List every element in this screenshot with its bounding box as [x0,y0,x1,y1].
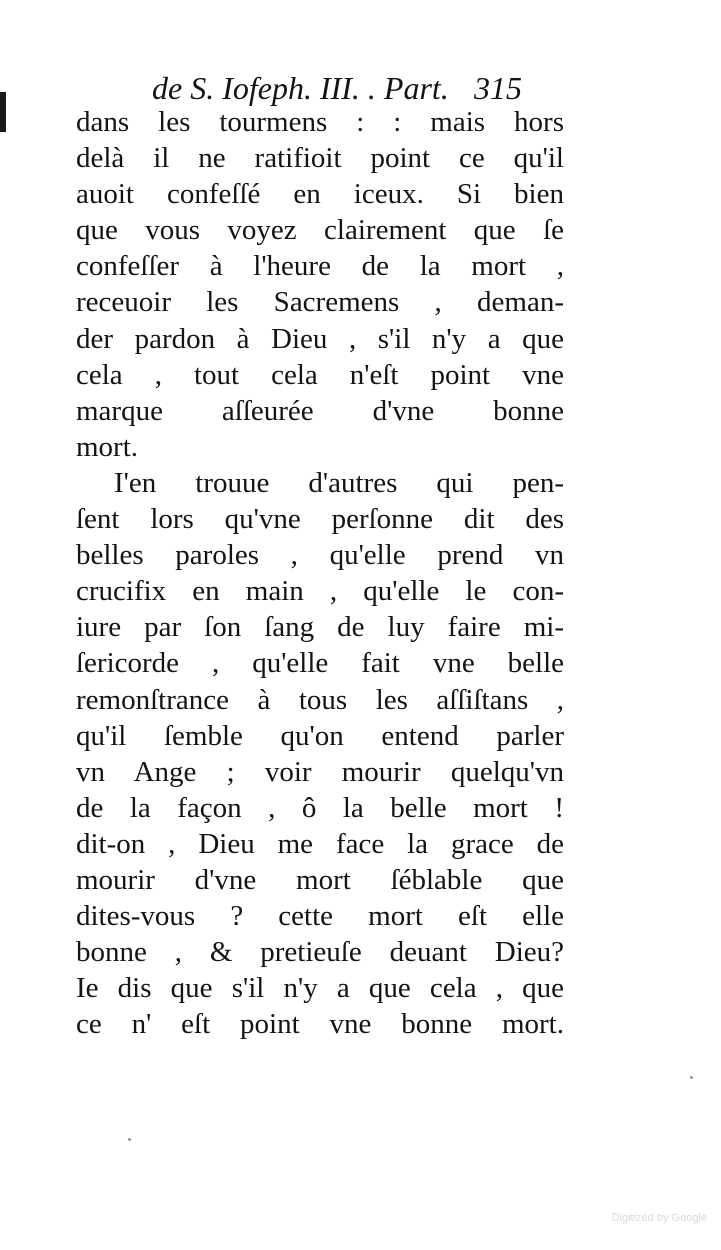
text-line: confeſſer à l'heure de la mort , [76,250,564,283]
text-line: I'en trouue d'autres qui pen- [114,466,564,499]
page-number: 315 [474,70,522,106]
text-line: belles paroles , qu'elle prend vn [76,539,564,572]
text-line: cela , tout cela n'eſt point vne [76,358,564,391]
text-line: de la façon , ô la belle mort ! [76,791,564,824]
text-line: crucifix en main , qu'elle le con- [76,575,564,608]
text-line: mourir d'vne mort ſéblable que [76,863,564,896]
text-line: qu'il ſemble qu'on entend parler [76,719,564,752]
text-line: Ie dis que s'il n'y a que cela , que [76,972,564,1005]
running-title: de S. Iofeph. III. . Part. [152,70,449,106]
text-line: receuoir les Sacremens , deman- [76,286,564,319]
text-line: delà il ne ratifioit point ce qu'il [76,142,564,175]
text-line: auoit confeſſé en iceux. Si bien [76,178,564,211]
scan-speck [690,1076,693,1079]
watermark: Digitized by Google [611,1212,707,1224]
text-line: der pardon à Dieu , s'il n'y a que [76,322,564,355]
text-line: que vous voyez clairement que ſe [76,214,564,247]
scan-edge-mark [0,92,6,132]
text-line: ſericorde , qu'elle fait vne belle [76,647,564,680]
text-line: iure par ſon ſang de luy faire mi- [76,611,564,644]
text-line: dit-on , Dieu me face la grace de [76,827,564,860]
scan-speck [128,1138,131,1141]
text-line: dites-vous ? cette mort eſt elle [76,900,564,933]
text-line: remonſtrance à tous les aſſiſtans , [76,683,564,716]
text-line: vn Ange ; voir mourir quelqu'vn [76,755,564,788]
body-text [76,104,564,1042]
text-line: mort. [76,430,139,463]
text-line: ce n' eſt point vne bonne mort. [76,1008,564,1041]
text-line: bonne , & pretieuſe deuant Dieu? [76,936,564,969]
text-line: marque aſſeurée d'vne bonne [76,394,564,427]
text-line: dans les tourmens : : mais hors [76,106,564,138]
text-line: ſent lors qu'vne perſonne dit des [76,503,564,536]
